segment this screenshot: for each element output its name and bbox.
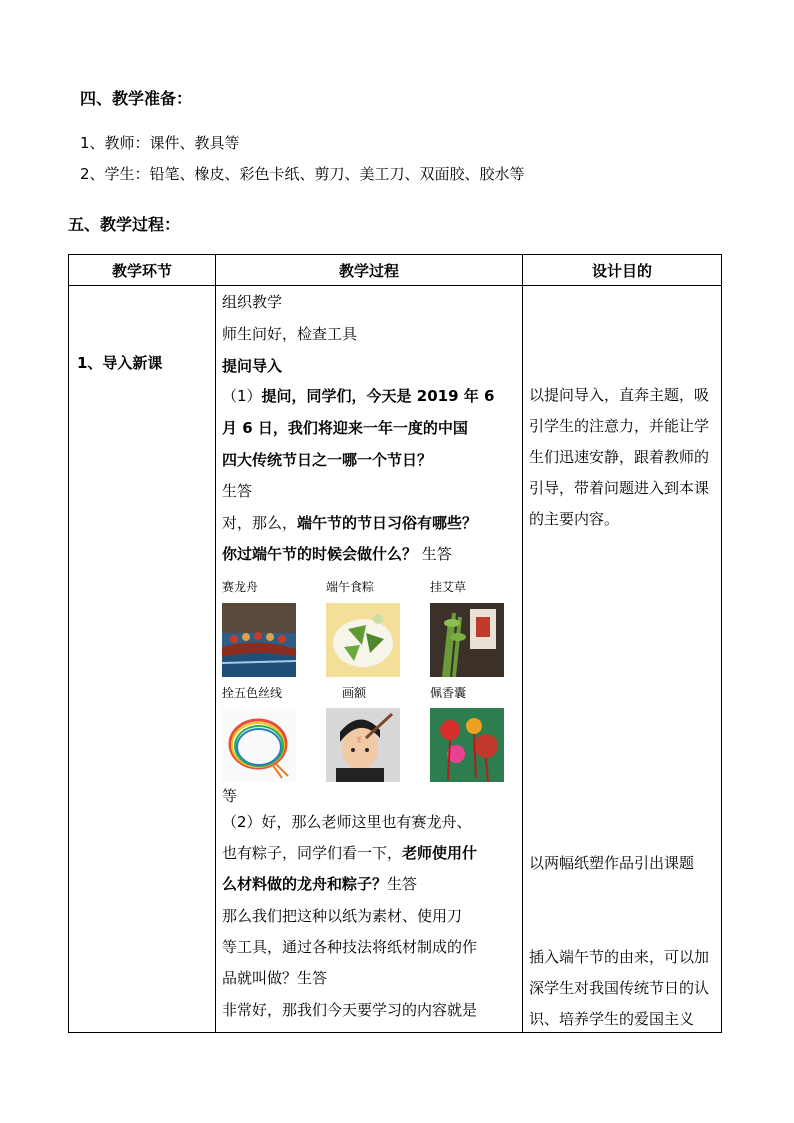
lesson-table	[68, 254, 722, 1033]
prep-item-student: 2、学生：铅笔、橡皮、彩色卡纸、剪刀、美工刀、双面胶、胶水等	[80, 165, 525, 183]
mugwort-image	[430, 603, 504, 677]
q2-bold-2: 么材料做的龙舟和粽子？	[222, 875, 388, 893]
aim-festival-origin: 插入端午节的由来，可以加深学生对我国传统节日的认识、培养学生的爱国主义	[529, 948, 710, 1028]
process-heading: 五、教学过程：	[68, 215, 181, 234]
line-question-2b	[222, 843, 477, 863]
q1-text: 提问，同学们，今天是 2019 年 6	[261, 387, 495, 405]
aim-paper-works: 以两幅纸塑作品引出课题	[529, 854, 695, 872]
prep-item-teacher: 1、教师：课件、教具等	[80, 134, 240, 152]
line-today: 非常好，那我们今天要学习的内容就是	[222, 1001, 478, 1019]
customs-lead: 对，那么，	[222, 514, 298, 532]
customs-question-2: 你过端午节的时候会做什么？	[222, 545, 418, 563]
q1-number: （1）	[222, 387, 262, 405]
line-organize: 组织教学	[222, 293, 283, 311]
caption-dragon-boat: 赛龙舟	[222, 580, 259, 594]
header-process: 教学过程	[216, 255, 523, 286]
line-paper-art-1: 那么我们把这种以纸为素材、使用刀	[222, 907, 463, 925]
zongzi-image	[326, 603, 400, 677]
line-customs-2	[222, 544, 452, 564]
table-row	[69, 286, 722, 1033]
line-question-2c	[222, 874, 417, 894]
table-header-row	[69, 255, 722, 286]
caption-forehead: 画额	[342, 686, 367, 700]
line-answer: 生答	[222, 482, 253, 500]
aim-question-intro: 以提问导入，直奔主题，吸引学生的注意力，并能让学生们迅速安静，跟着教师的引导，带着问题进入到本课的主要内容。	[529, 386, 710, 528]
line-etc: 等	[222, 787, 238, 805]
customs-question: 端午节的节日习俗有哪些？	[297, 514, 478, 532]
caption-sachet: 佩香囊	[430, 686, 467, 700]
caption-zongzi: 端午食粽	[326, 580, 375, 594]
aim-cell	[523, 286, 722, 1033]
line-paper-art-2: 等工具，通过各种技法将纸材制成的作	[222, 938, 478, 956]
caption-silk-thread: 拴五色丝线	[222, 686, 283, 700]
line-question-1	[222, 386, 494, 406]
silk-thread-image	[222, 708, 296, 782]
svg-text:王: 王	[356, 737, 363, 744]
process-cell	[216, 286, 523, 1033]
line-customs	[222, 513, 477, 533]
stage-cell	[69, 286, 216, 1033]
forehead-painting-image	[326, 708, 400, 782]
line-question-intro: 提问导入	[222, 357, 283, 375]
prep-heading: 四、教学准备：	[80, 89, 193, 108]
q2-text: 也有粽子，同学们看一下，	[222, 844, 403, 862]
sachet-image	[430, 708, 504, 782]
line-paper-art-3: 品就叫做？生答	[222, 969, 328, 987]
customs-answer: 生答	[417, 545, 452, 563]
line-question-2: （2）好，那么老师这里也有赛龙舟、	[222, 813, 472, 831]
line-greeting: 师生问好，检查工具	[222, 325, 358, 343]
caption-mugwort: 挂艾草	[430, 580, 467, 594]
line-question-1b: 月 6 日，我们将迎来一年一度的中国	[222, 419, 468, 437]
header-aim: 设计目的	[523, 255, 722, 286]
q2-answer: 生答	[387, 875, 418, 893]
line-question-1c: 四大传统节日之一哪一个节日？	[222, 451, 433, 469]
q2-bold: 老师使用什	[402, 844, 478, 862]
stage-label: 1、导入新课	[77, 354, 163, 372]
header-stage: 教学环节	[69, 255, 216, 286]
dragon-boat-image	[222, 603, 296, 677]
